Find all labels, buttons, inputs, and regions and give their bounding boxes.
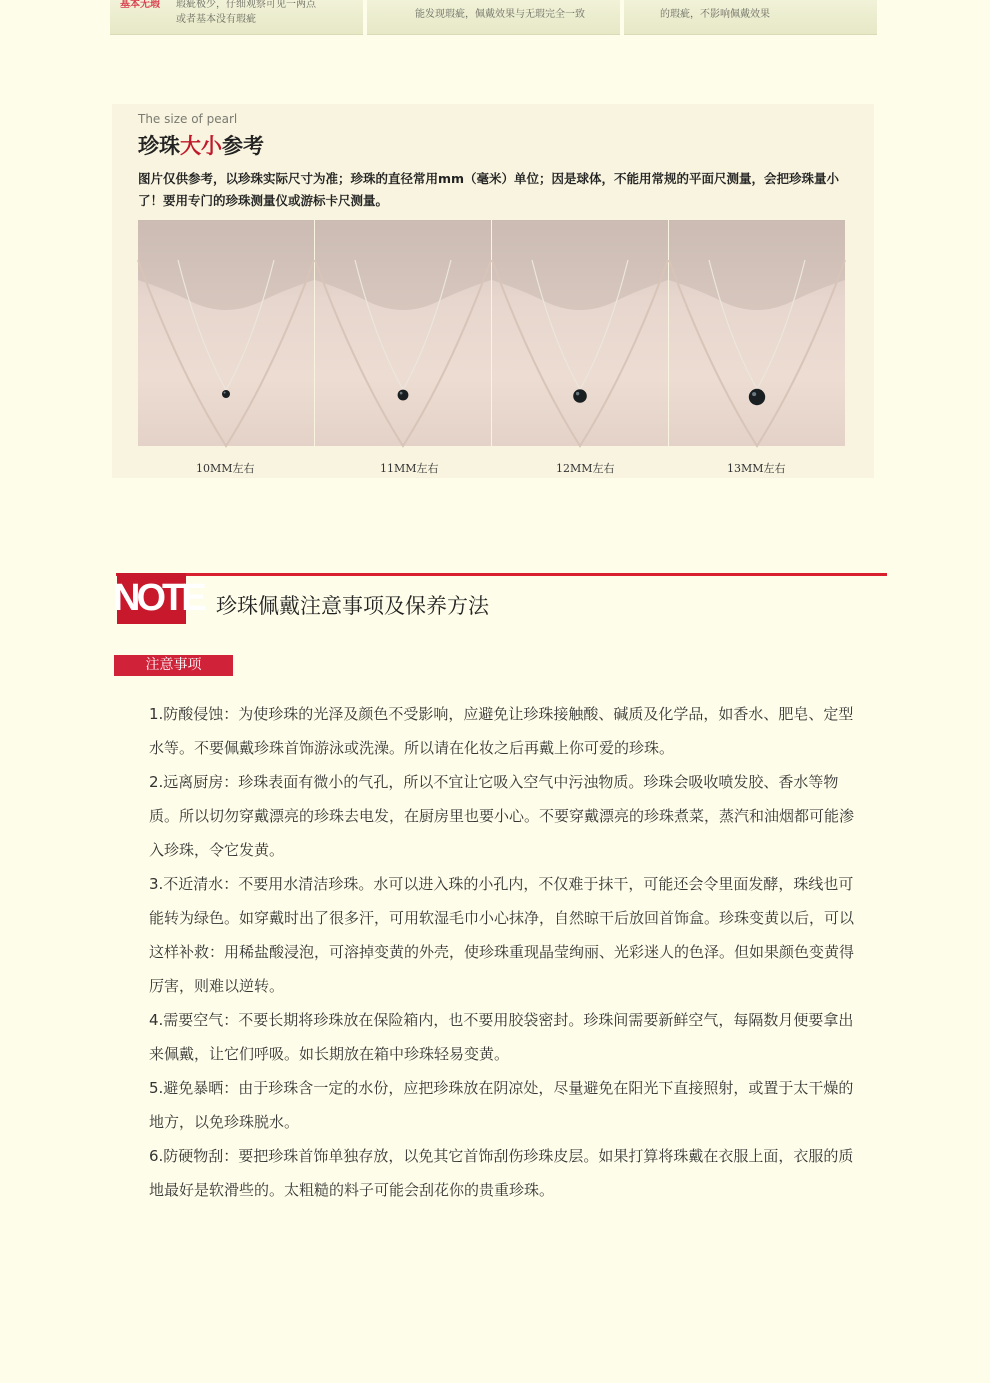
care-note-item: 2.远离厨房：珍珠表面有微小的气孔，所以不宜让它吸入空气中污浊物质。珍珠会吸收喷发胶、香水等物质。所以切勿穿戴漂亮的珍珠去电发，在厨房里也要小心。不要穿戴漂亮的珍珠煮菜，蒸汽和油烟都可能渗入珍珠，令它发黄。 (149, 773, 855, 859)
pearl (398, 390, 409, 401)
size-label: 10MM左右 (196, 462, 255, 475)
note-badge: NOTE (117, 573, 186, 624)
note-heading: 珍珠佩戴注意事项及保养方法 (216, 594, 489, 618)
pearl (222, 390, 230, 398)
grade-text: 或者基本没有瑕疵 (176, 14, 256, 25)
size-label: 11MM左右 (380, 462, 439, 475)
care-note-item: 6.防硬物刮：要把珍珠首饰单独存放，以免其它首饰刮伤珍珠皮层。如果打算将珠戴在衣服上面，衣服的质地最好是软滑些的。太粗糙的料子可能会刮花你的贵重珍珠。 (149, 1147, 854, 1199)
neck-photo (315, 220, 491, 446)
neck-illustration (315, 220, 491, 446)
neck-gallery (138, 220, 846, 446)
section-tag: 注意事项 (114, 655, 233, 676)
size-label: 13MM左右 (727, 462, 786, 475)
size-description: 图片仅供参考，以珍珠实际尺寸为准；珍珠的直径常用mm（毫米）单位；因是球体，不能用常规的平面尺测量，会把珍珠量小了！要用专门的珍珠测量仪或游标卡尺测量。 (138, 171, 840, 208)
neck-illustration (138, 220, 314, 446)
grade-text: 的瑕疵，不影响佩戴效果 (660, 9, 770, 20)
care-note-item: 4.需要空气：不要长期将珍珠放在保险箱内，也不要用胶袋密封。珍珠间需要新鲜空气，每隔数月便要拿出来佩戴，让它们呼吸。如长期放在箱中珍珠轻易变黄。 (149, 1011, 854, 1063)
care-note-item: 1.防酸侵蚀：为使珍珠的光泽及颜色不受影响，应避免让珍珠接触酸、碱质及化学品，如香水、肥皂、定型水等。不要佩戴珍珠首饰游泳或洗澡。所以请在化妆之后再戴上你可爱的珍珠。 (149, 705, 854, 757)
pearl-highlight (400, 392, 403, 395)
care-note-item: 3.不近清水：不要用水清洁珍珠。水可以进入珠的小孔内，不仅难于抹干，可能还会令里面发酵，珠线也可能转为绿色。如穿戴时出了很多汗，可用软湿毛巾小心抹净，自然晾干后放回首饰盒。珍珠变黄以后，可以这样补救：用稀盐酸浸泡，可溶掉变黄的外壳，使珍珠重现晶莹绚丽、光彩迷人的色泽。但如果颜色变黄得厉害，则难以逆转。 (149, 875, 855, 995)
neck-photo (492, 220, 668, 446)
neck-shadow (669, 220, 845, 310)
neck-illustration (492, 220, 668, 446)
pearl-highlight (752, 392, 756, 396)
pearl-highlight (224, 392, 226, 394)
size-title-part: 参考 (222, 134, 264, 158)
neck-shadow (315, 220, 491, 310)
pearl (573, 389, 587, 403)
size-title (138, 130, 264, 160)
size-subtitle: The size of pearl (138, 112, 238, 126)
pearl (749, 389, 765, 405)
grade-tag: 基本无瑕 (120, 0, 160, 10)
note-divider (116, 573, 887, 576)
grade-text: 能发现瑕疵，佩戴效果与无瑕完全一致 (415, 9, 585, 20)
neck-photo (138, 220, 314, 446)
neck-shadow (138, 220, 314, 310)
grade-card (367, 0, 620, 35)
grade-text: 瑕疵极少，仔细观察可见一两点 (176, 0, 316, 10)
size-label: 12MM左右 (556, 462, 615, 475)
neck-illustration (669, 220, 845, 446)
neck-shadow (492, 220, 668, 310)
pearl-highlight (576, 392, 579, 395)
grade-card (110, 0, 363, 35)
care-notes-list (149, 697, 865, 1207)
size-title-part: 珍珠 (138, 134, 180, 158)
care-note-item: 5.避免暴晒：由于珍珠含一定的水份，应把珍珠放在阴凉处，尽量避免在阳光下直接照射，或置于太干燥的地方，以免珍珠脱水。 (149, 1079, 854, 1131)
neck-photo (669, 220, 845, 446)
size-title-highlight: 大小 (180, 134, 222, 158)
grade-card (624, 0, 877, 35)
pearl-size-panel (112, 104, 874, 478)
grade-strip (110, 0, 877, 34)
